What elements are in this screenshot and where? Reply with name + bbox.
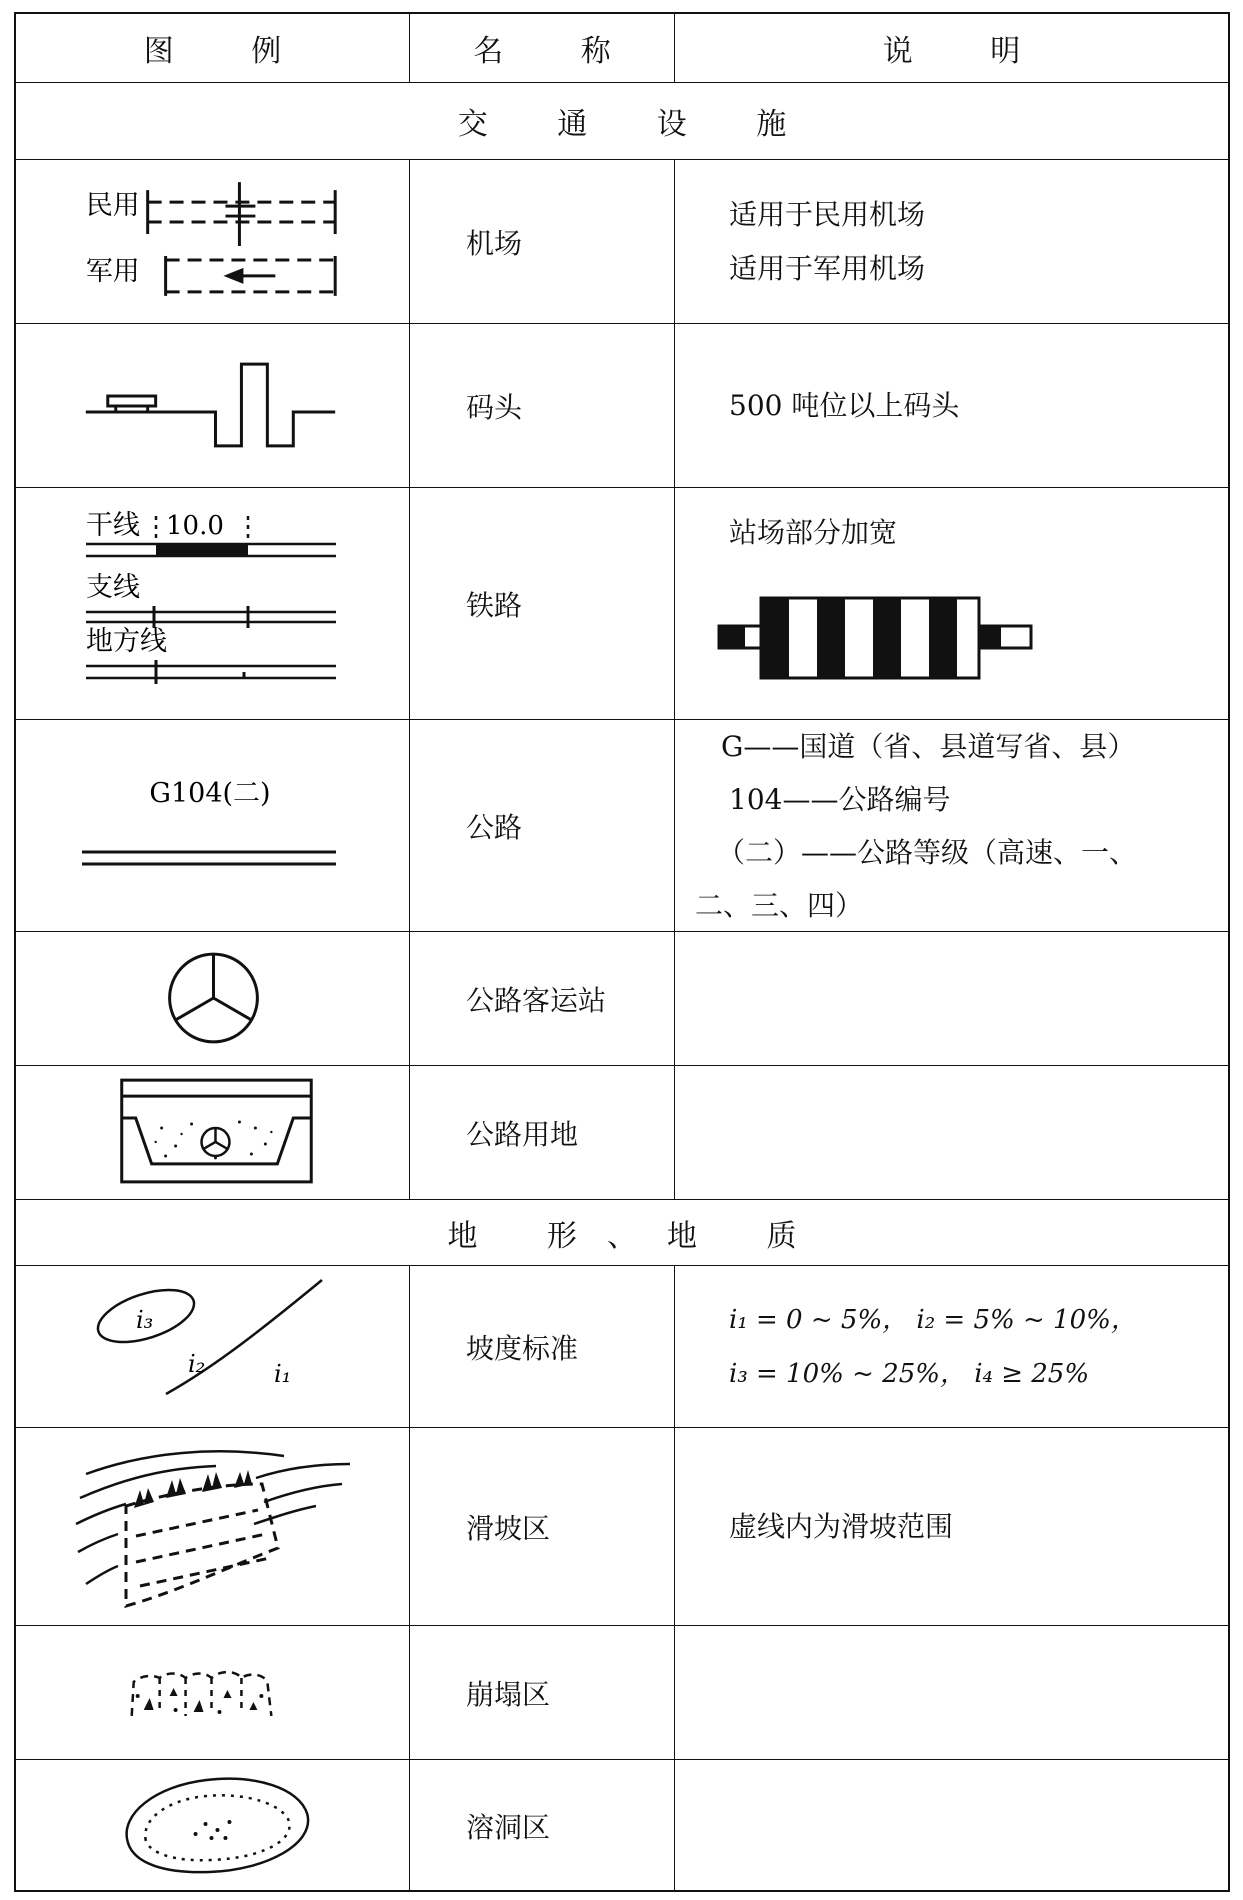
wharf-figure xyxy=(16,324,410,487)
table-header-row xyxy=(16,14,1228,83)
highway-name: 公路 xyxy=(410,720,675,931)
bus-station-symbol xyxy=(16,932,409,1066)
highway-desc-line1: G——国道（省、县道写省、县） xyxy=(721,730,1136,763)
header-description: 说 明 xyxy=(882,34,1055,69)
collapse-figure xyxy=(16,1626,410,1759)
wharf-symbol xyxy=(16,324,409,488)
airport-figure xyxy=(16,160,410,323)
slope-figure xyxy=(16,1266,410,1427)
bus-station-figure xyxy=(16,932,410,1065)
table-row-landslide xyxy=(16,1428,1228,1626)
highway-desc-line3: （二）——公路等级（高速、一、 xyxy=(717,836,1138,869)
collapse-description xyxy=(675,1626,1228,1759)
landslide-desc-text: 虚线内为滑坡范围 xyxy=(729,1509,954,1543)
airport-civil-label: 民用 xyxy=(85,189,140,221)
karst-symbol xyxy=(16,1760,409,1891)
landslide-figure xyxy=(16,1428,410,1625)
railway-figure xyxy=(16,488,410,719)
airport-symbol xyxy=(16,160,409,324)
wharf-name: 码头 xyxy=(410,324,675,487)
section-terrain: 地 形、地 质 xyxy=(16,1200,1228,1266)
railway-desc-text: 站场部分加宽 xyxy=(729,516,898,549)
station-widening-symbol xyxy=(715,588,1035,688)
highway-figure xyxy=(16,720,410,931)
wharf-desc-text: 500 吨位以上码头 xyxy=(729,388,960,422)
highway-land-name: 公路用地 xyxy=(410,1066,675,1199)
highway-description xyxy=(675,720,1228,931)
highway-symbol xyxy=(16,720,410,932)
table-row-wharf xyxy=(16,324,1228,488)
highway-desc-line4: 二、三、四） xyxy=(695,889,864,922)
highway-land-figure xyxy=(16,1066,410,1199)
slope-fig-i3: i₃ xyxy=(136,1306,154,1334)
railway-trunk-label: 干线 xyxy=(86,510,140,541)
highway-land-description xyxy=(675,1066,1228,1199)
table-row-karst xyxy=(16,1760,1228,1891)
wharf-description xyxy=(675,324,1228,487)
header-figure: 图 例 xyxy=(16,14,410,82)
karst-figure xyxy=(16,1760,410,1891)
airport-military-label: 军用 xyxy=(85,255,140,287)
slope-name: 坡度标准 xyxy=(410,1266,675,1427)
bus-station-description xyxy=(675,932,1228,1065)
legend-table xyxy=(14,12,1230,1892)
highway-desc-line2: 104——公路编号 xyxy=(729,783,951,816)
collapse-symbol xyxy=(16,1626,409,1760)
landslide-name: 滑坡区 xyxy=(410,1428,675,1625)
landslide-symbol xyxy=(16,1428,410,1626)
karst-description xyxy=(675,1760,1228,1891)
bus-station-name: 公路客运站 xyxy=(410,932,675,1065)
slope-desc-line1: i₁ = 0 ~ 5%， i₂ = 5% ~ 10%， xyxy=(729,1304,1137,1335)
airport-desc-civil: 适用于民用机场 xyxy=(729,197,926,231)
header-name: 名 称 xyxy=(410,14,675,82)
airport-desc-military: 适用于军用机场 xyxy=(729,251,926,285)
airport-description xyxy=(675,160,1228,323)
section-transport: 交 通 设 施 xyxy=(16,83,1228,160)
table-row-slope xyxy=(16,1266,1228,1428)
landslide-description xyxy=(675,1428,1228,1625)
highway-fig-label: G104(二) xyxy=(149,778,271,809)
table-row-airport xyxy=(16,160,1228,324)
railway-local-label: 地方线 xyxy=(86,626,167,657)
slope-fig-i2: i₂ xyxy=(188,1350,206,1378)
slope-fig-i1: i₁ xyxy=(274,1360,292,1388)
table-row-highway xyxy=(16,720,1228,932)
collapse-name: 崩塌区 xyxy=(410,1626,675,1759)
railway-description xyxy=(675,488,1228,719)
railway-trunk-value: 10.0 xyxy=(166,511,224,541)
railway-name: 铁路 xyxy=(410,488,675,719)
table-row-railway xyxy=(16,488,1228,720)
slope-desc-line2: i₃ = 10% ~ 25%， i₄ ≥ 25% xyxy=(729,1358,1090,1389)
slope-symbol xyxy=(16,1266,410,1428)
railway-symbol xyxy=(16,488,410,720)
karst-name: 溶洞区 xyxy=(410,1760,675,1891)
highway-land-symbol xyxy=(16,1066,409,1200)
table-row-collapse xyxy=(16,1626,1228,1760)
railway-branch-label: 支线 xyxy=(86,572,140,603)
slope-description xyxy=(675,1266,1228,1427)
table-row-highway-land xyxy=(16,1066,1228,1200)
airport-name: 机场 xyxy=(410,160,675,323)
table-row-bus-station xyxy=(16,932,1228,1066)
